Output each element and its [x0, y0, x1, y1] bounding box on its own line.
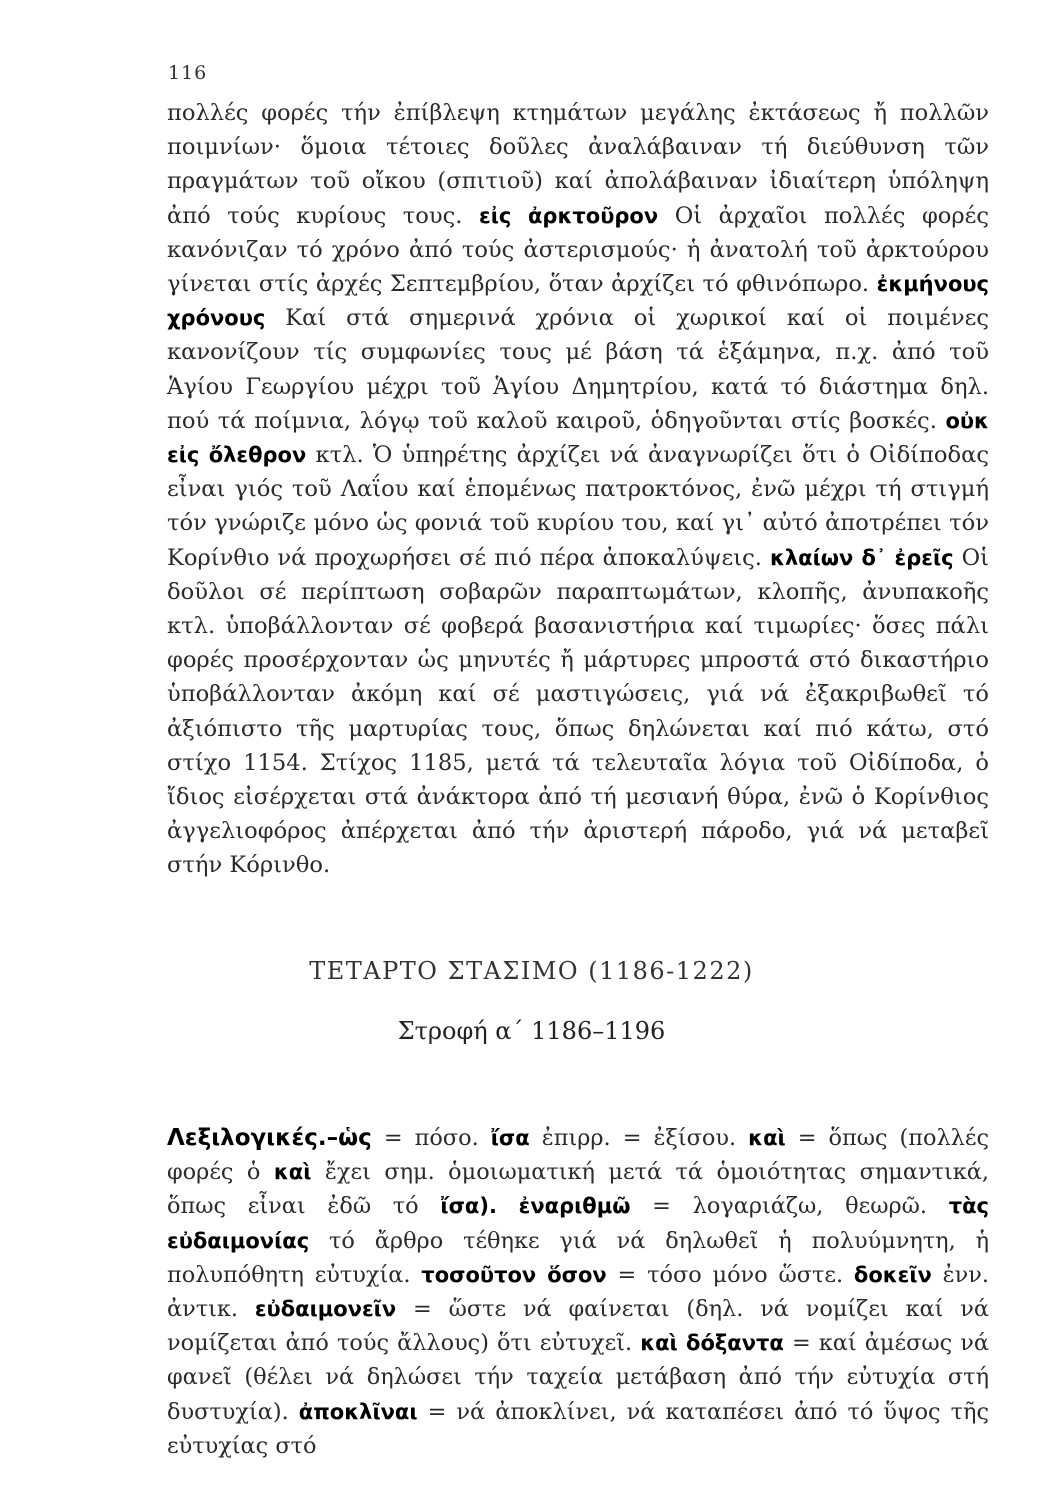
lemma: ἴσα	[490, 1126, 530, 1150]
lexical-text: = τόσο μόνο ὥστε.	[606, 1261, 854, 1288]
lemma: καὶ	[748, 1126, 786, 1150]
lexical-text: τό ἄρθρο τέθηκε γιά νά δηλωθεῖ ἡ πολυύμνητη, ἡ πολυπόθητη εὐτυχία.	[167, 1227, 989, 1288]
lexical-text: = λογαριάζω, θεωρῶ.	[630, 1193, 949, 1220]
page-number: 116	[168, 62, 208, 84]
lemma: καὶ	[273, 1160, 312, 1185]
lemma: ἀποκλῖναι	[298, 1399, 418, 1424]
lexical-text: = ὅπως (πολλές φορές ὁ	[167, 1125, 989, 1186]
lemma-ouk-eis-olethron: οὐκ εἰς ὄλεθρον	[167, 408, 989, 468]
lemma: δοκεῖν	[853, 1262, 932, 1287]
commentary-paragraph	[167, 96, 989, 883]
section-subtitle: Στροφή α΄ 1186–1196	[397, 1017, 666, 1045]
lexical-text: ἐνν. ἀντικ.	[167, 1261, 989, 1323]
lexical-paragraph	[167, 1121, 989, 1463]
commentary-text: Οἱ δοῦλοι σέ περίπτωση σοβαρῶν παραπτωμάτων, κλοπῆς, ἀνυπακοῆς κτλ. ὑποβάλλονταν σέ φοβερά βασανιστήρια καί τιμωρίες· ὅσες πάλι φορές προσέρχονταν ὡς μηνυτές ἤ μάρτυρες μπροστά στό δικαστήριο ὑποβάλλονταν ἀκόμη καί σέ μαστιγώσεις, γιά νά ἐξακριβωθεῖ τό ἀξιόπιστο τῆς μαρτυρίας τους, ὅπως δηλώνεται καί πιό κάτω, στό στίχο 1154. Στίχος 1185, μετά τά τελευταῖα λόγια τοῦ Οἰδίποδα, ὁ ἴδιος εἰσέρχεται στά ἀνάκτορα ἀπό τή μεσιανή θύρα, ἐνῶ ὁ Κορίνθιος ἀγγελιοφόρος ἀπέρχεται ἀπό τήν ἀριστερή πάροδο, γιά νά μεταβεῖ στήν Κόρινθο.	[167, 544, 990, 879]
lexical-text: = νά ἀποκλίνει, νά καταπέσει ἀπό τό ὕψος τῆς εὐτυχίας στό	[167, 1398, 989, 1459]
lemma-arktouron: εἰς ἀρκτοῦρον	[479, 203, 659, 228]
commentary-text: Καί στά σημερινά χρόνια οἱ χωρικοί καί οἱ ποιμένες κανονίζουν τίς συμφωνίες τους μέ βάση τά ἑξάμηνα, π.χ. ἀπό τοῦ Ἁγίου Γεωργίου μέχρι τοῦ Ἁγίου Δημητρίου, κατά τό διάστημα δηλ. πού τά ποίμνια, λόγῳ τοῦ καλοῦ καιροῦ, ὁδηγοῦνται στίς βοσκές.	[167, 305, 989, 434]
lemma: τοσοῦτον ὅσον	[421, 1262, 607, 1287]
lemma: εὐδαιμονεῖν	[254, 1297, 397, 1322]
lemma: καὶ δόξαντα	[640, 1331, 784, 1356]
lexical-text: = ὥστε νά φαίνεται (δηλ. νά νομίζει καί νά νομίζεται ἀπό τούς ἄλλους) ὅτι εὐτυχεῖ.	[167, 1296, 989, 1357]
lemma: τὰς εὐδαιμονίας	[167, 1194, 989, 1253]
commentary-text: Οἱ ἀρχαῖοι πολλές φορές κανόνιζαν τό χρόνο ἀπό τούς ἀστερισμούς· ἡ ἀνατολή τοῦ ἀρκτούρου γίνεται στίς ἀρχές Σεπτεμβρίου, ὅταν ἀρχίζει τό φθινόπωρο.	[167, 202, 990, 298]
lemma-klaion: κλαίων δ᾽ ἐρεῖς	[769, 545, 954, 570]
lexical-text	[497, 1193, 519, 1219]
commentary-text: πολλές φορές τήν ἐπίβλεψη κτημάτων μεγάλης ἐκτάσεως ἤ πολλῶν ποιμνίων· ὅμοια τέτοιες δοῦλες ἀναλάβαιναν τή διεύθυνση τῶν πραγμάτων τοῦ οἴκου (σπιτιοῦ) καί ἀπολάβαιναν ἰδιαίτερη ὑπόληψη ἀπό τούς κυρίους τους.	[167, 100, 989, 229]
commentary-text: κτλ. Ὁ ὑπηρέτης ἀρχίζει νά ἀναγνωρίζει ὅτι ὁ Οἰδίποδας εἶναι γιός τοῦ Λαΐου καί ἑπομένως πατροκτόνος, ἐνῶ μέχρι τή στιγμή τόν γνώριζε μόνο ὡς φονιά τοῦ κυρίου του, καί γι᾽ αὐτό ἀποτρέπει τόν Κορίνθιο νά προχωρήσει σέ πιό πέρα ἀποκαλύψεις.	[167, 442, 989, 571]
lexical-text: ἐπιρρ. = ἐξίσου.	[529, 1125, 749, 1151]
lexical-text: ἔχει σημ. ὁμοιωματική μετά τά ὁμοιότητας σημαντικά, ὅπως εἶναι ἐδῶ τό	[167, 1159, 989, 1220]
lemma-ekmenous: ἐκμήνους χρόνους	[167, 272, 989, 331]
lemma: ἴσα).	[440, 1194, 497, 1219]
lexical-text: = καί ἀμέσως νά φανεῖ (θέλει νά δηλώσει τήν ταχεία μετάβαση ἀπό τήν εὐτυχία στή δυστυχία).	[167, 1330, 989, 1425]
section-title: ΤΕΤΑΡΤΟ ΣΤΑΣΙΜΟ (1186-1222)	[309, 957, 754, 985]
lemma: ἐναριθμῶ	[518, 1194, 631, 1219]
lexical-heading: Λεξιλογικές.–ὡς	[167, 1125, 372, 1151]
lexical-text: = πόσο.	[371, 1125, 491, 1151]
